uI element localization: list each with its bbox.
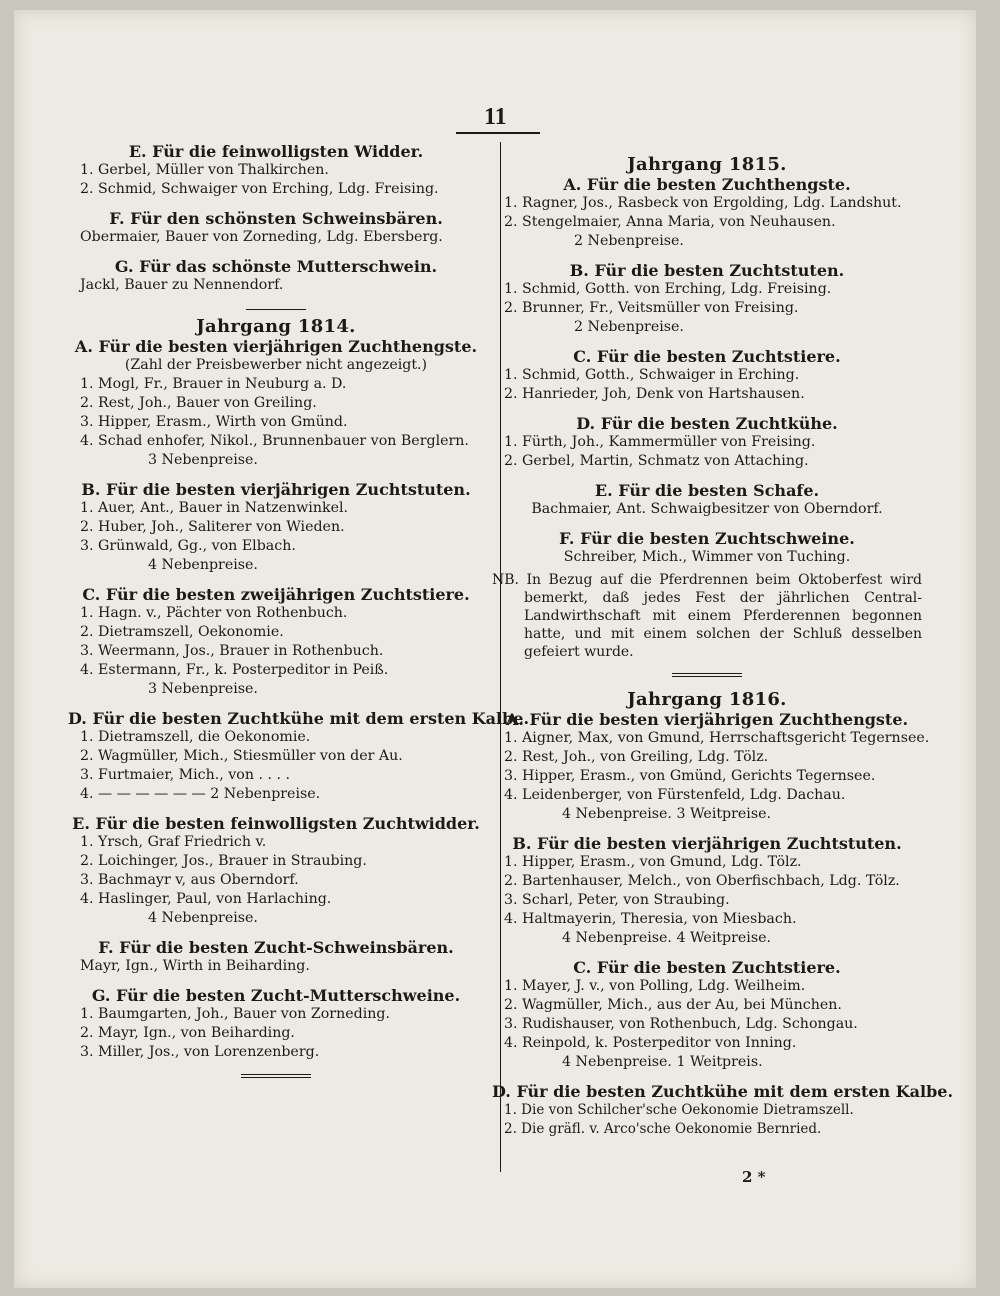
prize-note: 4 Nebenpreise. 4 Weitpreise. <box>562 930 772 946</box>
list-item: 1. Baumgarten, Joh., Bauer von Zorneding. <box>80 1006 390 1022</box>
prize-note: 4 Nebenpreise. 1 Weitpreis. <box>562 1054 763 1070</box>
section-heading: G. Für die besten Zucht-Mutterschweine. <box>91 986 461 1005</box>
page-number: 11 <box>484 104 507 130</box>
section-heading: E. Für die feinwolligsten Widder. <box>128 142 424 161</box>
prize-note: 2 Nebenpreise. <box>574 233 684 249</box>
list-item: 4. — — — — — — 2 Nebenpreise. <box>80 786 321 802</box>
year-heading: Jahrgang 1815. <box>627 154 787 175</box>
signature-mark: 2 * <box>742 1168 766 1186</box>
divider <box>672 673 742 677</box>
list-item: 3. Grünwald, Gg., von Elbach. <box>80 538 296 554</box>
prize-note: 2 Nebenpreise. <box>574 319 684 335</box>
list-item: 2. Die gräfl. v. Arco'sche Oekonomie Bernried. <box>504 1121 822 1137</box>
prize-note: 4 Nebenpreise. <box>148 910 258 926</box>
list-item: 2. Stengelmaier, Anna Maria, von Neuhausen. <box>504 214 836 230</box>
section-heading: C. Für die besten zweijährigen Zuchtstiere. <box>82 585 470 604</box>
list-item: 4. Haslinger, Paul, von Harlaching. <box>80 891 332 907</box>
list-item: 1. Fürth, Joh., Kammermüller von Freising. <box>504 434 816 450</box>
section-heading: G. Für das schönste Mutterschwein. <box>114 257 438 276</box>
list-item: 2. Dietramszell, Oekonomie. <box>80 624 284 640</box>
list-item: 2. Hanrieder, Joh, Denk von Hartshausen. <box>504 386 805 402</box>
page-number-rule <box>456 132 540 134</box>
prize-note: 3 Nebenpreise. <box>148 452 258 468</box>
list-item: 3. Rudishauser, von Rothenbuch, Ldg. Schongau. <box>504 1016 858 1032</box>
list-item: 4. Schad enhofer, Nikol., Brunnenbauer von Berglern. <box>80 433 469 449</box>
list-item: 3. Hipper, Erasm., von Gmünd, Gerichts Tegernsee. <box>504 768 876 784</box>
list-item: 3. Bachmayr v, aus Oberndorf. <box>80 872 299 888</box>
list-item: 2. Wagmüller, Mich., Stiesmüller von der Au. <box>80 748 403 764</box>
section-heading: B. Für die besten vierjährigen Zuchtstuten. <box>81 480 471 499</box>
year-heading: Jahrgang 1816. <box>627 689 787 710</box>
list-item: 3. Miller, Jos., von Lorenzenberg. <box>80 1044 320 1060</box>
section-heading: E. Für die besten feinwolligsten Zuchtwidder. <box>72 814 480 833</box>
prize-note: 3 Nebenpreise. <box>148 681 258 697</box>
list-item: 3. Furtmaier, Mich., von . . . . <box>80 767 291 783</box>
list-item: 1. Yrsch, Graf Friedrich v. <box>80 834 267 850</box>
list-item: 4. Haltmayerin, Theresia, von Miesbach. <box>504 911 797 927</box>
list-item: 1. Aigner, Max, von Gmund, Herrschaftsgericht Tegernsee. <box>504 730 930 746</box>
list-item: 2. Mayr, Ign., von Beiharding. <box>80 1025 295 1041</box>
list-item: 1. Gerbel, Müller von Thalkirchen. <box>80 162 329 178</box>
section-heading: D. Für die besten Zuchtkühe mit dem ersten Kalbe. <box>492 1082 954 1101</box>
right-column <box>492 142 954 1139</box>
section-heading: A. Für die besten Zuchthengste. <box>563 175 851 194</box>
list-item: Jackl, Bauer zu Nennendorf. <box>80 277 284 293</box>
list-item: 2. Huber, Joh., Saliterer von Wieden. <box>80 519 345 535</box>
list-item: Obermaier, Bauer von Zorneding, Ldg. Ebersberg. <box>80 229 443 245</box>
list-item: 3. Weermann, Jos., Brauer in Rothenbuch. <box>80 643 384 659</box>
divider <box>241 1074 311 1078</box>
list-item: 2. Rest, Joh., von Greiling, Ldg. Tölz. <box>504 749 769 765</box>
section-heading: C. Für die besten Zuchtstiere. <box>573 347 841 366</box>
list-item: 2. Wagmüller, Mich., aus der Au, bei München. <box>504 997 842 1013</box>
list-item: 1. Auer, Ant., Bauer in Natzenwinkel. <box>80 500 349 516</box>
list-item: 1. Hagn. v., Pächter von Rothenbuch. <box>80 605 348 621</box>
section-heading: E. Für die besten Schafe. <box>594 481 820 500</box>
list-item: 2. Bartenhauser, Melch., von Oberfischbach, Ldg. Tölz. <box>504 873 900 889</box>
section-heading: F. Für die besten Zucht-Schweinsbären. <box>98 938 454 957</box>
list-item: 1. Mayer, J. v., von Polling, Ldg. Weilheim. <box>504 978 806 994</box>
list-item: 2. Loichinger, Jos., Brauer in Straubing. <box>80 853 367 869</box>
prize-note: 4 Nebenpreise. <box>148 557 258 573</box>
section-heading: F. Für die besten Zuchtschweine. <box>559 529 855 548</box>
list-item: 2. Schmid, Schwaiger von Erching, Ldg. Freising. <box>80 181 439 197</box>
list-item: 2. Gerbel, Martin, Schmatz von Attaching. <box>504 453 809 469</box>
divider <box>246 309 306 310</box>
section-heading: A. Für die besten vierjährigen Zuchthengste. <box>74 337 478 356</box>
list-item: 1. Die von Schilcher'sche Oekonomie Dietramszell. <box>504 1102 854 1118</box>
section-heading: B. Für die besten vierjährigen Zuchtstuten. <box>512 834 902 853</box>
list-item: 1. Schmid, Gotth., Schwaiger in Erching. <box>504 367 800 383</box>
list-item: Bachmaier, Ant. Schwaigbesitzer von Oberndorf. <box>531 501 883 517</box>
list-item: 1. Hipper, Erasm., von Gmund, Ldg. Tölz. <box>504 854 802 870</box>
list-item: Schreiber, Mich., Wimmer von Tuching. <box>563 549 851 565</box>
footnote: NB. In Bezug auf die Pferdrennen beim Oktoberfest wird bemerkt, daß jedes Fest der jährlichen Central-Landwirthschaft mit einem Pferderennen begonnen hatte, und mit einem solchen der Schluß desselben gefeiert wurde. <box>492 572 922 660</box>
section-heading: A. Für die besten vierjährigen Zuchthengste. <box>505 710 909 729</box>
list-item: 4. Leidenberger, von Fürstenfeld, Ldg. Dachau. <box>504 787 846 803</box>
section-heading: C. Für die besten Zuchtstiere. <box>573 958 841 977</box>
section-heading: D. Für die besten Zuchtkühe mit dem ersten Kalbe. <box>68 709 530 728</box>
list-item: 3. Scharl, Peter, von Straubing. <box>504 892 730 908</box>
document-page <box>14 10 976 1288</box>
list-item: 1. Schmid, Gotth. von Erching, Ldg. Freising. <box>504 281 832 297</box>
section-heading: B. Für die besten Zuchtstuten. <box>569 261 845 280</box>
section-heading: D. Für die besten Zuchtkühe. <box>576 414 838 433</box>
list-item: Mayr, Ign., Wirth in Beiharding. <box>80 958 310 974</box>
list-item: 4. Reinpold, k. Posterpeditor von Inning. <box>504 1035 797 1051</box>
year-heading: Jahrgang 1814. <box>196 316 356 337</box>
section-subnote: (Zahl der Preisbewerber nicht angezeigt.) <box>124 357 428 373</box>
list-item: 1. Dietramszell, die Oekonomie. <box>80 729 311 745</box>
list-item: 3. Hipper, Erasm., Wirth von Gmünd. <box>80 414 348 430</box>
left-column <box>68 142 530 1084</box>
list-item: 1. Ragner, Jos., Rasbeck von Ergolding, Ldg. Landshut. <box>504 195 902 211</box>
list-item: 2. Rest, Joh., Bauer von Greiling. <box>80 395 317 411</box>
section-heading: F. Für den schönsten Schweinsbären. <box>109 209 443 228</box>
prize-note: 4 Nebenpreise. 3 Weitpreise. <box>562 806 772 822</box>
list-item: 4. Estermann, Fr., k. Posterpeditor in Peiß. <box>80 662 389 678</box>
list-item: 1. Mogl, Fr., Brauer in Neuburg a. D. <box>80 376 347 392</box>
list-item: 2. Brunner, Fr., Veitsmüller von Freising. <box>504 300 799 316</box>
